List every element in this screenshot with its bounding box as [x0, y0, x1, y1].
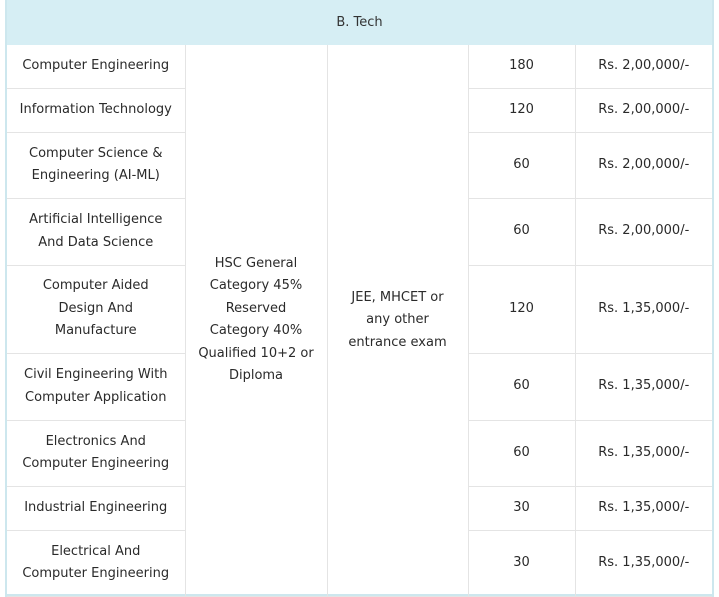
intake-value: 60 — [468, 353, 575, 420]
btech-table-container — [5, 0, 714, 597]
course-name: Industrial Engineering — [7, 486, 185, 530]
intake-value: 120 — [468, 265, 575, 353]
course-name: Computer Engineering — [7, 45, 185, 88]
intake-value: 120 — [468, 88, 575, 132]
table-row — [7, 45, 712, 88]
entrance-exam — [327, 45, 468, 596]
intake-value: 60 — [468, 420, 575, 486]
fees-value: Rs. 1,35,000/- — [575, 486, 712, 530]
course-name — [7, 353, 185, 420]
course-name — [7, 420, 185, 486]
fees-value: Rs. 1,35,000/- — [575, 265, 712, 353]
table-header-row — [7, 0, 712, 45]
fees-value: Rs. 2,00,000/- — [575, 198, 712, 265]
fees-value: Rs. 2,00,000/- — [575, 45, 712, 88]
fees-value: Rs. 1,35,000/- — [575, 530, 712, 596]
fees-value: Rs. 1,35,000/- — [575, 353, 712, 420]
entrance-text: JEE, MHCET or any other entrance exam — [348, 289, 447, 350]
table-title: B. Tech — [7, 0, 712, 45]
intake-value: 30 — [468, 530, 575, 596]
course-name — [7, 265, 185, 353]
intake-value: 60 — [468, 198, 575, 265]
btech-courses-table — [7, 0, 712, 597]
course-name — [7, 132, 185, 198]
eligibility-criteria — [185, 45, 327, 596]
fees-value: Rs. 2,00,000/- — [575, 132, 712, 198]
intake-value: 30 — [468, 486, 575, 530]
fees-value: Rs. 2,00,000/- — [575, 88, 712, 132]
course-name: Information Technology — [7, 88, 185, 132]
course-name-text: Civil Engineering With Computer Application — [24, 367, 168, 405]
eligibility-text: HSC General Category 45% Reserved Category 40% Qualified 10+2 or Diploma — [198, 255, 314, 384]
fees-value: Rs. 1,35,000/- — [575, 420, 712, 486]
intake-value: 60 — [468, 132, 575, 198]
course-name-text: Computer Science & Engineering (AI-ML) — [29, 145, 163, 183]
course-name-text: Computer Aided Design And Manufacture — [42, 278, 149, 339]
course-name-text: Electronics And Computer Engineering — [22, 433, 170, 471]
course-name-text: Artificial Intelligence And Data Science — [29, 212, 163, 250]
course-name — [7, 530, 185, 596]
intake-value: 180 — [468, 45, 575, 88]
course-name-text: Electrical And Computer Engineering — [22, 543, 170, 581]
course-name — [7, 198, 185, 265]
